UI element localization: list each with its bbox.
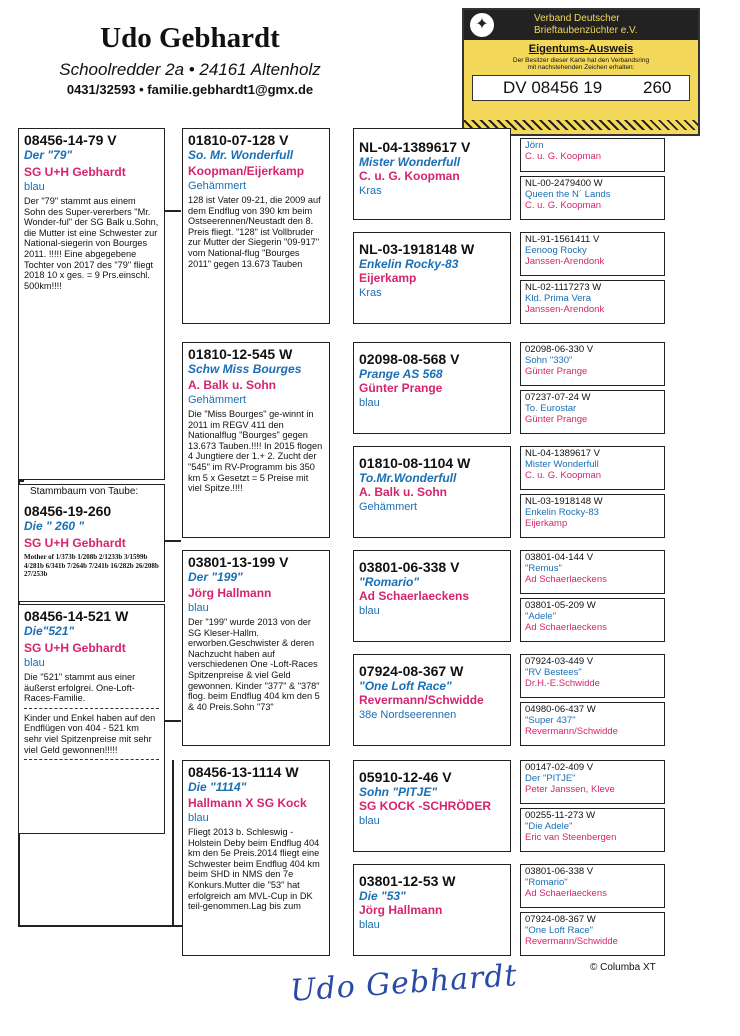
ggp-color: blau [359,605,380,617]
ggp-color: Kras [359,287,382,299]
father-ring: 08456-14-79 V [24,132,117,148]
subject-owner: SG U+H Gebhardt [24,536,126,550]
ancestor-ring: 07237-07-24 W [525,392,591,403]
grandparent-name: Der "199" [188,570,243,584]
ancestor-owner: C. u. G. Koopman [525,200,602,211]
grandparent-ring: 08456-13-1114 W [188,764,299,780]
ancestor-owner: Günter Prange [525,366,588,377]
ancestor-box [520,446,665,490]
ggp-owner: Revermann/Schwidde [359,693,484,707]
ggp-color: blau [359,919,380,931]
ggp-owner: C. u. G. Koopman [359,169,460,183]
mother-note-1: Die "521" stammt aus einer äußerst erfolgrei. One-Loft-Races-Familie. [24,672,136,704]
grandparent-box [182,550,330,746]
ggp-name: "Romario" [359,575,420,589]
grandparent-ring: 01810-12-545 W [188,346,293,362]
ancestor-owner: Ad Schaerlaeckens [525,574,607,585]
ancestor-ring: 07924-08-367 W [525,914,596,925]
great-grandparent-box [353,654,511,746]
ancestor-owner: Günter Prange [525,414,588,425]
ggp-name: "One Loft Race" [359,679,452,693]
ancestor-box [520,760,665,804]
ancestor-name: "Remus" [525,563,562,574]
ggp-owner: Günter Prange [359,381,443,395]
grandparent-box [182,128,330,324]
ancestor-owner: Eijerkamp [525,518,568,529]
ancestor-name: "Die Adele" [525,821,573,832]
grandparent-owner: A. Balk u. Sohn [188,378,277,392]
grandparent-color: blau [188,602,209,614]
mother-ring: 08456-14-521 W [24,608,129,624]
great-grandparent-box [353,128,511,220]
ggp-owner: SG KOCK -SCHRÖDER [359,799,492,813]
ggp-name: To.Mr.Wonderfull [359,471,457,485]
ancestor-ring: NL-00-2479400 W [525,178,603,189]
father-color: blau [24,181,45,193]
ggp-color: blau [359,397,380,409]
ancestor-name: Eenoog Rocky [525,245,587,256]
ggp-color: Gehämmert [359,501,418,513]
divider [24,759,159,760]
ancestor-ring: 07924-03-449 V [525,656,594,667]
great-grandparent-box [353,446,511,538]
owner-address: Schoolredder 2a • 24161 Altenholz [59,60,321,79]
ancestor-owner: Dr.H.-E.Schwidde [525,678,600,689]
ancestor-ring: 02098-06-330 V [525,344,594,355]
grandparent-name: Die "1114" [188,780,247,794]
ggp-color: 38e Nordseerennen [359,709,457,721]
subject-header: Stammbaum von Taube: [30,486,139,497]
ggp-name: Die "53" [359,889,406,903]
ggp-ring: NL-04-1389617 V [359,139,471,155]
subject-name: Die " 260 " [24,519,85,533]
ancestor-ring: NL-02-1117273 W [525,282,602,293]
grandparent-color: blau [188,812,209,824]
ancestor-ring: NL-91-1561411 V [525,234,600,245]
ancestor-box [520,280,665,324]
ggp-color: Kras [359,185,382,197]
ggp-owner: A. Balk u. Sohn [359,485,448,499]
subject-ring: 08456-19-260 [24,503,112,519]
ancestor-name: Der "PITJE" [525,773,576,784]
owner-contact: 0431/32593 • familie.gebhardt1@gmx.de [66,82,314,97]
ancestor-owner: Revermann/Schwidde [525,936,618,947]
grandparent-note: 128 ist Vater 09-21, die 2009 auf dem Endflug von 390 km beim Ostseerennen/Neustadt den 8. Preis fliegt. "128" ist Vollbruder zur Mutter der Siegerin "09-917" vom National-flug "Bourges 2011" gegen 13.673 Tauben [188,195,321,269]
ancestor-owner: Eric van Steenbergen [525,832,617,843]
ancestor-box [520,342,665,386]
ggp-ring: NL-03-1918148 W [359,241,475,257]
card-header [464,10,698,40]
ggp-owner: Eijerkamp [359,271,417,285]
grandparent-note: Die "Miss Bourges" ge-winnt in 2011 im REGV 411 den Nationalflug "Bourges" gegen 13.673 Tauben.!!!! In 2015 flogen 4 Jungtiere der 1.+ 2. Zucht der "545" im RV-Programm bis 350 km 5 x Gesetzt = 5 Preise mit viel Spitze.!!!! [188,409,323,494]
great-grandparent-box [353,232,511,324]
grandparent-box [182,342,330,538]
ancestor-name: Sohn "330" [525,355,573,366]
ancestor-box [520,864,665,908]
mother-note-2: Kinder und Enkel haben auf den Endflügen von 404 - 521 km sehr viel Spitzenpreise mit sehr viel Geld gewonnen!!!!! [24,712,156,755]
ancestor-ring: 03801-06-338 V [525,866,594,877]
grandparent-color: Gehämmert [188,394,247,406]
ggp-ring: 05910-12-46 V [359,769,452,785]
divider [24,708,159,709]
ancestor-ring: 03801-05-209 W [525,600,596,611]
great-grandparent-box [353,864,511,956]
great-grandparent-box [353,342,511,434]
grandparent-note: Der "199" wurde 2013 von der SG Kleser-Hallm. erworben.Geschwister & deren Nachzucht haben auf verschiedenen One -Loft-Races Spitzenpreise & viel Geld gewonnen. Kinder "377" & "378" flog. beim Endflug 404 km den 5 & 40 Preis.Sohn "73" [188,617,320,712]
ancestor-name: Kld. Prima Vera [525,293,591,304]
ancestor-ring: 03801-04-144 V [525,552,594,563]
grandparent-ring: 01810-07-128 V [188,132,289,148]
grandparent-ring: 03801-13-199 V [188,554,289,570]
grandparent-name: So. Mr. Wonderfull [188,148,294,162]
ancestor-box [520,138,665,172]
card-text1: Der Besitzer dieser Karte hat den Verbandsring [512,57,650,64]
ancestor-box [520,598,665,642]
card-ring-number: 260 [643,78,672,97]
ancestor-ring: NL-03-1918148 W [525,496,603,507]
ancestor-owner: Ad Schaerlaeckens [525,888,607,899]
copyright: © Columba XT [590,962,656,973]
mother-name: Die"521" [24,624,75,638]
ggp-owner: Ad Schaerlaeckens [359,589,470,603]
card-title: Eigentums-Ausweis [528,43,634,55]
card-org-line1: Verband Deutscher [534,13,620,24]
grandparent-color: Gehämmert [188,180,247,192]
ggp-owner: Jörg Hallmann [359,903,443,917]
card-ring: DV 08456 19 [503,78,603,97]
card-text2: mit nachstehenden Zeichen erhalten: [527,64,635,71]
ancestor-box [520,912,665,956]
ancestor-name: Mister Wonderfull [525,459,599,470]
ancestor-ring: 00255-11-273 W [525,810,596,821]
ancestor-box [520,702,665,746]
grandparent-owner: Hallmann X SG Kock [188,796,307,810]
ggp-name: Enkelin Rocky-83 [359,257,459,271]
great-grandparent-box [353,550,511,642]
pigeon-logo-icon: ✦ [470,13,494,37]
father-box [18,128,165,480]
ggp-ring: 07924-08-367 W [359,663,464,679]
ancestor-box [520,232,665,276]
father-owner: SG U+H Gebhardt [24,165,126,179]
ggp-name: Mister Wonderfull [359,155,461,169]
ggp-color: blau [359,815,380,827]
grandparent-name: Schw Miss Bourges [188,362,302,376]
owner-name: Udo Gebhardt [100,22,280,54]
ancestor-name: Queen the N´ Lands [525,189,611,200]
great-grandparent-box [353,760,511,852]
ancestor-ring: NL-04-1389617 V [525,448,600,459]
ancestor-owner: Ad Schaerlaeckens [525,622,607,633]
grandparent-owner: Jörg Hallmann [188,586,272,600]
ancestor-box [520,550,665,594]
subject-note: Mother of 1/373b 1/208b 2/1233b 3/1599b 4/281b 6/341b 7/264b 7/241b 16/282b 26/208b 27/253b [24,553,159,579]
ancestor-name: Enkelin Rocky-83 [525,507,599,518]
ancestor-name: "One Loft Race" [525,925,594,936]
ancestor-box [520,654,665,698]
ancestor-owner: Revermann/Schwidde [525,726,618,737]
mother-color: blau [24,657,45,669]
ggp-ring: 03801-06-338 V [359,559,460,575]
ggp-ring: 01810-08-1104 W [359,455,471,471]
ancestor-box [520,494,665,538]
ancestor-owner: Janssen-Arendonk [525,256,605,267]
grandparent-box [182,760,330,956]
card-org-line2: Brieftaubenzüchter e.V. [534,25,638,36]
ancestor-ring: 04980-06-437 W [525,704,596,715]
ancestor-box [520,808,665,852]
ggp-ring: 03801-12-53 W [359,873,456,889]
ancestor-name: "RV Bestees" [525,667,582,678]
grandparent-note: Fliegt 2013 b. Schleswig - Holstein Deby beim Endflug 404 km den 5e Preis.2014 fliegt eine Schwester beim Endflug 404 km beim SHD in NMS den 7e Konkurs.Mutter die "53" hat erfolgreich am MVL-Cup in DK teil-genommen.Lag bis zum [188,827,320,912]
ancestor-owner: Peter Janssen, Kleve [525,784,615,795]
ancestor-owner: Janssen-Arendonk [525,304,605,315]
card-ring-field [472,75,690,101]
subject-box [18,484,165,602]
ancestor-name: "Adele" [525,611,557,622]
ancestor-name: "Super 437" [525,715,576,726]
ggp-name: Sohn "PITJE" [359,785,438,799]
ggp-name: Prange AS 568 [359,367,443,381]
ancestor-name: To. Eurostar [525,403,577,414]
ancestor-box [520,390,665,434]
father-name: Der "79" [24,148,73,162]
father-note: Der "79" stammt aus einem Sohn des Super-vererbers "Mr. Wonder-ful" der SG Balk u.Sohn, die Mutter ist eine Schwester zur National-siegerin von Bourges 2011. !!!!! Eine abgegebene Tochter von 2017 des "79" fliegt 2018 10 x ges. = 9 Prs.einschl. 500km!!!! [24,196,159,291]
ancestor-owner: C. u. G. Koopman [525,151,602,162]
mother-owner: SG U+H Gebhardt [24,641,126,655]
ancestor-owner: C. u. G. Koopman [525,470,602,481]
signature: Udo Gebhardt [289,958,519,1009]
ancestor-name: Jörn [525,140,544,151]
ownership-card [462,8,700,136]
ancestor-ring: 00147-02-409 V [525,762,594,773]
ancestor-name: "Romario" [525,877,568,888]
mother-box [18,604,165,834]
grandparent-owner: Koopman/Eijerkamp [188,164,305,178]
ggp-ring: 02098-08-568 V [359,351,460,367]
ancestor-box [520,176,665,220]
